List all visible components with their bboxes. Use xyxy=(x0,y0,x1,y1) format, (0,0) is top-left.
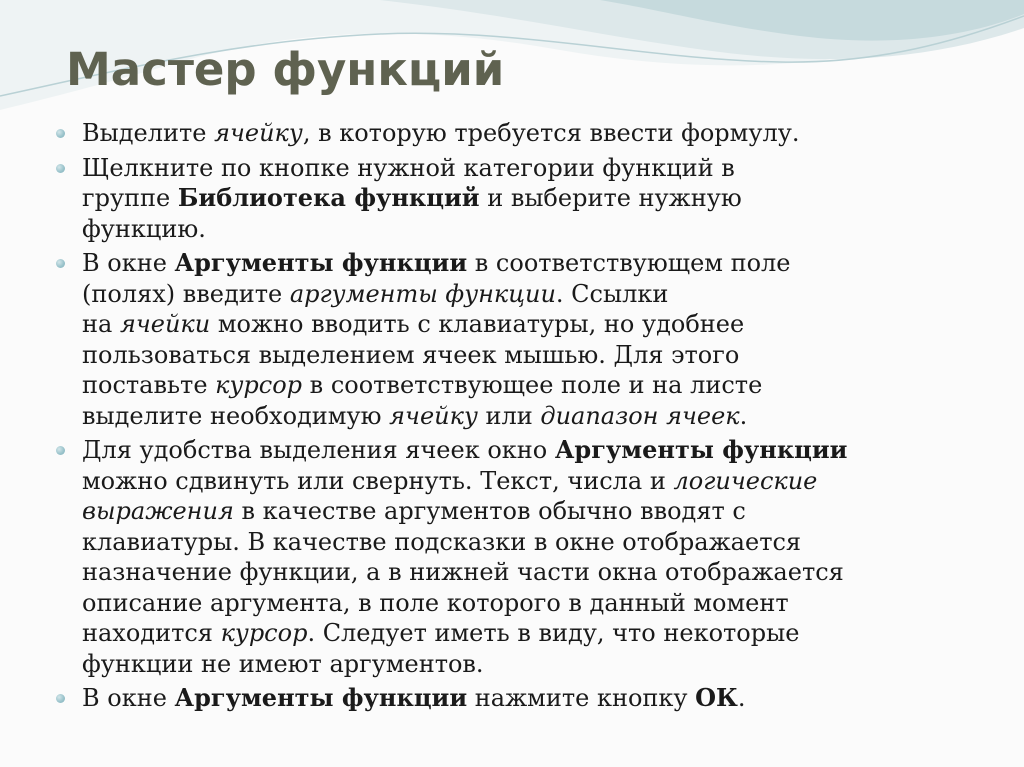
italic-term: ячейку xyxy=(389,401,478,430)
bullet-item xyxy=(56,153,956,245)
round-bullet-icon xyxy=(56,694,65,703)
italic-term: ячейки xyxy=(119,310,211,338)
bold-term: ОК xyxy=(695,683,738,712)
text-run: в качестве аргументов обычно вводят с xyxy=(233,497,746,525)
text-run: и выберите нужную xyxy=(479,184,742,212)
text-run: функцию. xyxy=(82,214,206,243)
text-run: Щелкните по кнопке нужной категории функций в xyxy=(82,153,735,182)
text-run: на xyxy=(82,310,120,338)
bullet-item xyxy=(56,435,956,679)
bullet-item xyxy=(56,248,956,431)
bullet-item xyxy=(56,683,956,714)
italic-term: курсор xyxy=(215,371,303,399)
bold-term: Аргументы функции xyxy=(174,248,468,277)
round-bullet-icon xyxy=(56,129,65,138)
text-run: в соответствующее поле и на листе xyxy=(302,371,763,399)
text-run: пользоваться выделением ячеек мышью. Для этого xyxy=(82,340,740,369)
bullet-text xyxy=(82,119,799,147)
text-run: или xyxy=(477,401,541,430)
text-run: . xyxy=(737,684,746,712)
italic-term: аргументы функции xyxy=(289,279,556,308)
text-run: группе xyxy=(82,184,178,212)
text-run: Для удобства выделения ячеек окно xyxy=(82,436,555,464)
text-run: описание аргумента, в поле которого в данный момент xyxy=(82,588,789,617)
text-run: можно вводить с клавиатуры, но удобнее xyxy=(210,310,745,338)
slide-title: Мастер функций xyxy=(66,43,505,96)
bullet-text xyxy=(82,436,847,678)
round-bullet-icon xyxy=(56,446,65,455)
italic-term: логические xyxy=(673,466,818,495)
text-run: в соответствующем поле xyxy=(467,249,791,277)
round-bullet-icon xyxy=(56,259,65,268)
bold-term: Аргументы функции xyxy=(174,683,468,712)
text-run: назначение функции, а в нижней части окна отображается xyxy=(82,558,844,586)
bullet-text xyxy=(82,154,742,243)
italic-term: выражения xyxy=(82,497,234,525)
italic-term: диапазон ячеек xyxy=(540,401,740,430)
text-run: можно сдвинуть или свернуть. Текст, числа и xyxy=(82,466,674,495)
text-run: . xyxy=(739,401,748,430)
bullet-item xyxy=(56,118,956,149)
text-run: функции не имеют аргументов. xyxy=(82,649,484,678)
text-run: . Следует иметь в виду, что некоторые xyxy=(307,619,800,647)
text-run: (полях) введите xyxy=(82,279,290,308)
text-run: клавиатуры. В качестве подсказки в окне отображается xyxy=(82,527,802,556)
italic-term: ячейку xyxy=(214,119,303,147)
text-run: находится xyxy=(82,619,221,647)
bullet-text xyxy=(82,684,746,712)
text-run: В окне xyxy=(82,684,175,712)
italic-term: курсор xyxy=(220,619,308,647)
text-run: Выделите xyxy=(82,119,215,147)
round-bullet-icon xyxy=(56,164,65,173)
text-run: поставьте xyxy=(82,371,216,399)
bullet-list xyxy=(56,118,956,718)
text-run: выделите необходимую xyxy=(82,401,390,430)
text-run: . Ссылки xyxy=(555,279,669,308)
text-run: В окне xyxy=(82,249,175,277)
text-run: нажмите кнопку xyxy=(467,684,696,712)
bold-term: Библиотека функций xyxy=(177,183,480,212)
text-run: , в которую требуется ввести формулу. xyxy=(302,119,800,147)
bullet-text xyxy=(82,249,791,430)
bold-term: Аргументы функции xyxy=(554,435,848,464)
